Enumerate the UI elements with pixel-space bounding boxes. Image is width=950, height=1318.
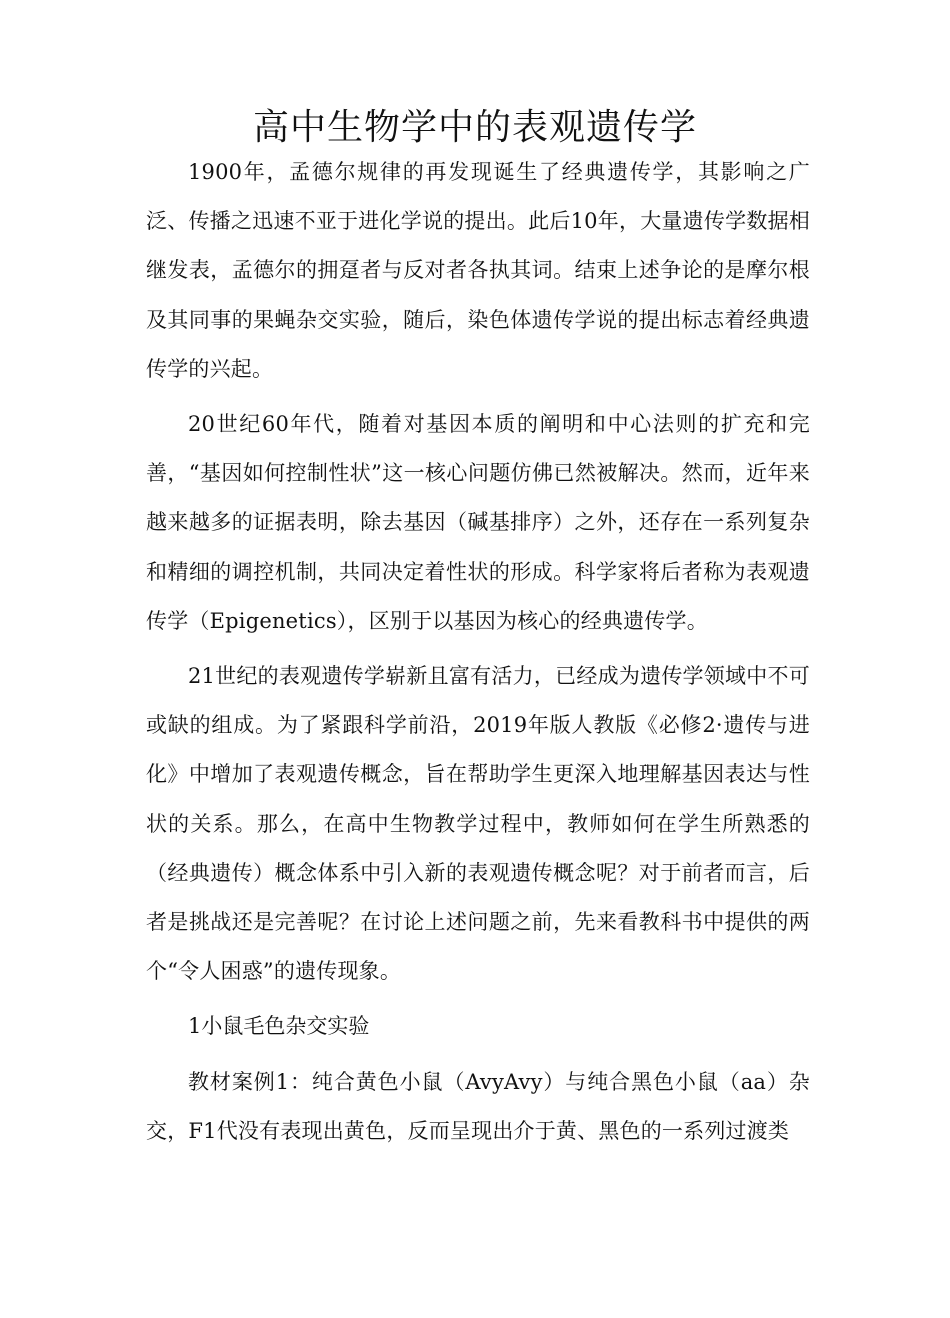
paragraph-epigenetics-definition: 20世纪60年代，随着对基因本质的阐明和中心法则的扩充和完善，“基因如何控制性状”这一核心问题仿佛已然被解决。然而，近年来越来越多的证据表明，除去基因（碱基排序）之外，还存在一系列复杂和精细的调控机制，共同决定着性状的形成。科学家将后者称为表观遗传学（Epigenetics），区别于以基因为核心的经典遗传学。 bbox=[146, 412, 810, 633]
document-body bbox=[146, 148, 810, 1162]
paragraph-case-1: 教材案例1：纯合黄色小鼠（AvyAvy）与纯合黑色小鼠（aa）杂交，F1代没有表现出黄色，反而呈现出介于黄、黑色的一系列过渡类 bbox=[146, 1069, 810, 1143]
paragraph-textbook-introduction: 21世纪的表观遗传学崭新且富有活力，已经成为遗传学领域中不可或缺的组成。为了紧跟科学前沿，2019年版人教版《必修2·遗传与进化》中增加了表观遗传概念，旨在帮助学生更深入地理解基因表达与性状的关系。那么，在高中生物教学过程中，教师如何在学生所熟悉的（经典遗传）概念体系中引入新的表观遗传概念呢？对于前者而言，后者是挑战还是完善呢？在讨论上述问题之前，先来看教科书中提供的两个“令人困惑”的遗传现象。 bbox=[146, 664, 810, 984]
document-title: 高中生物学中的表观遗传学 bbox=[252, 107, 697, 148]
section-heading: 1小鼠毛色杂交实验 bbox=[188, 1014, 370, 1039]
paragraph-classical-genetics: 1900年，孟德尔规律的再发现诞生了经典遗传学，其影响之广泛、传播之迅速不亚于进化学说的提出。此后10年，大量遗传学数据相继发表，孟德尔的拥趸者与反对者各执其词。结束上述争论的是摩尔根及其同事的果蝇杂交实验，随后，染色体遗传学说的提出标志着经典遗传学的兴起。 bbox=[146, 160, 810, 381]
